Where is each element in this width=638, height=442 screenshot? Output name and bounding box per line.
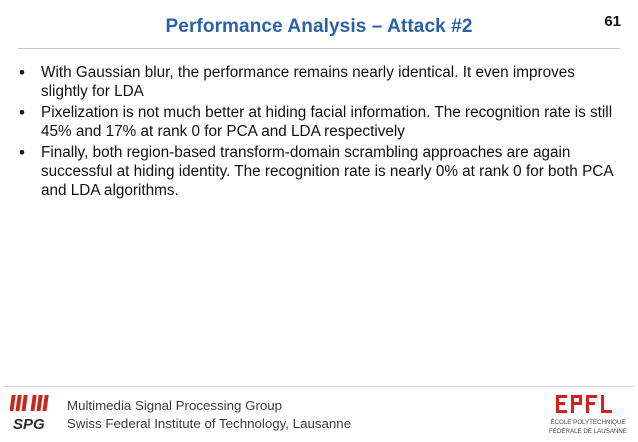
bullet-marker: • bbox=[19, 63, 25, 82]
footer-text bbox=[67, 397, 351, 433]
epfl-logo-line1: ÉCOLE POLYTECHNIQUE bbox=[550, 419, 626, 426]
epfl-logo bbox=[548, 393, 628, 438]
footer-divider bbox=[4, 386, 634, 387]
bullet-text: Finally, both region-based transform-domain scrambling approaches are again successful at hiding identity. The recognition rate is nearly 0% at rank 0 for both PCA and LDA algorithms. bbox=[41, 144, 613, 199]
bullet-item bbox=[16, 103, 616, 141]
bullet-list bbox=[16, 63, 616, 202]
footer-group-name: Multimedia Signal Processing Group bbox=[67, 398, 283, 413]
page-title: Performance Analysis – Attack #2 bbox=[165, 16, 473, 37]
bullet-text: With Gaussian blur, the performance remains nearly identical. It even improves slightly for LDA bbox=[41, 64, 575, 100]
bullet-marker: • bbox=[19, 143, 25, 162]
epfl-logo-line2: FÉDÉRALE DE LAUSANNE bbox=[548, 428, 628, 435]
footer-institution: Swiss Federal Institute of Technology, Lausanne bbox=[67, 416, 352, 431]
bullet-item bbox=[16, 63, 616, 101]
slide-number: 61 bbox=[604, 13, 621, 30]
bullet-item bbox=[16, 143, 616, 200]
bullet-marker: • bbox=[19, 103, 25, 122]
mmspg-logo bbox=[10, 393, 54, 433]
title-divider bbox=[18, 48, 620, 49]
bullet-text: Pixelization is not much better at hiding facial information. The recognition rate is still 45% and 17% at rank 0 for PCA and LDA respectively bbox=[41, 104, 613, 140]
mmspg-logo-text: SPG bbox=[13, 416, 45, 433]
